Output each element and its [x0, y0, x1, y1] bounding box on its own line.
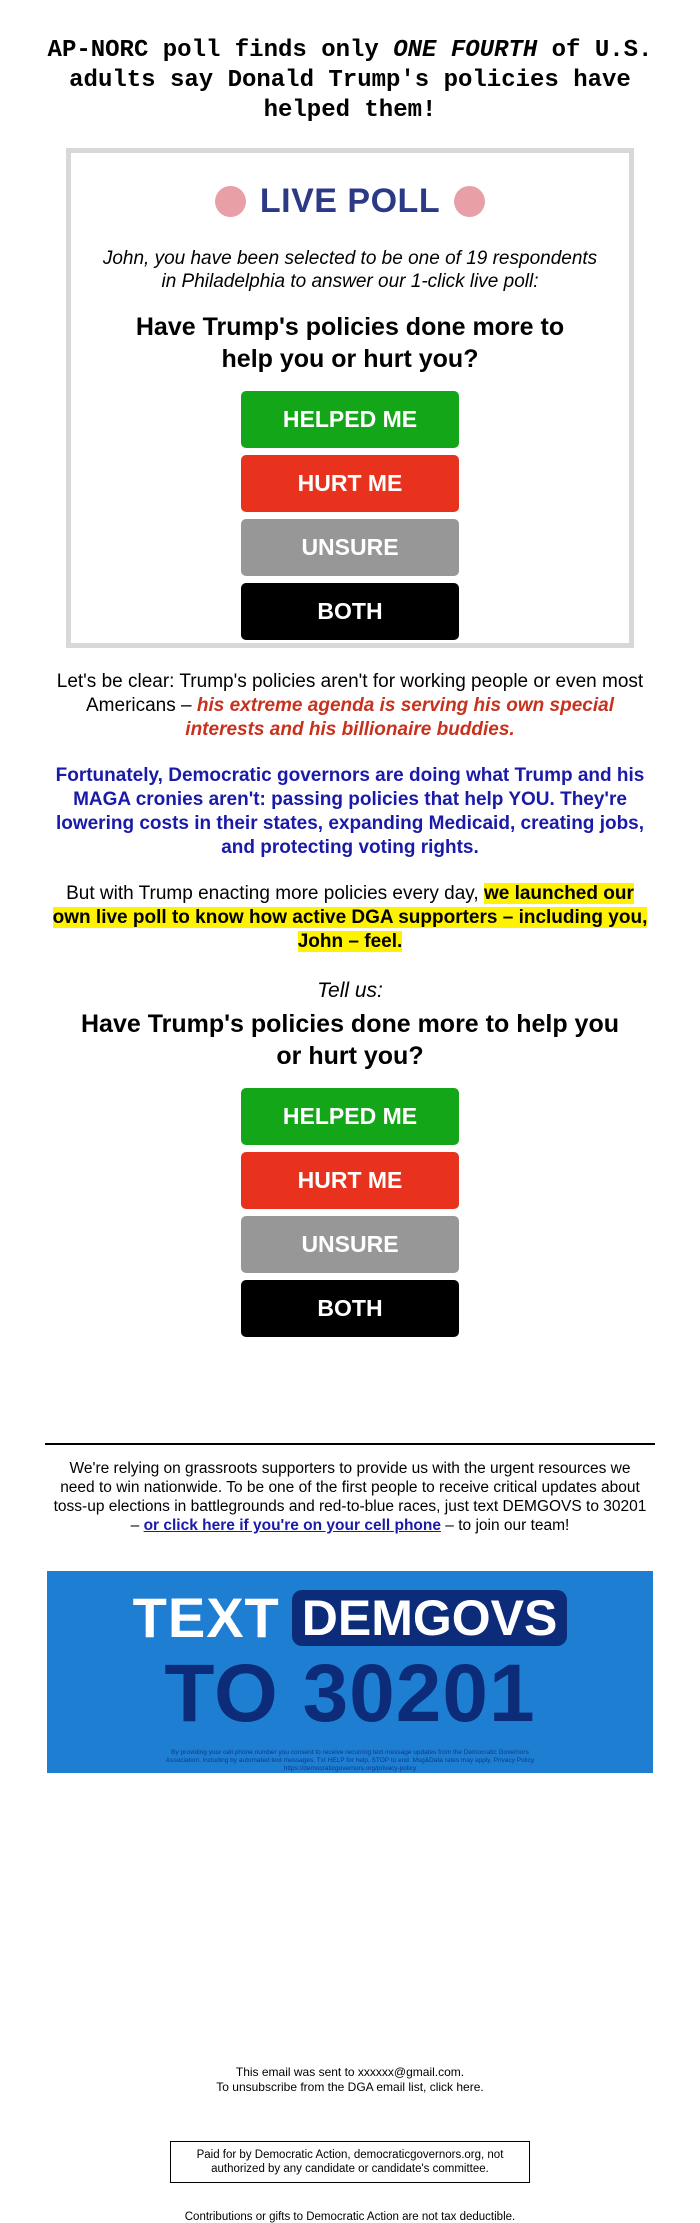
- grassroots-tail: – to join our team!: [440, 1517, 570, 1534]
- pink-dot-icon: [454, 186, 485, 217]
- paragraph-plain: But with Trump enacting more policies every day,: [66, 883, 484, 904]
- unsubscribe-link[interactable]: To unsubscribe from the DGA email list, click here.: [216, 2080, 484, 2094]
- poll-button-group-2: [45, 1088, 655, 1337]
- live-poll-label: LIVE POLL: [259, 181, 441, 220]
- banner-fine-print: By providing your cell phone number you consent to receive recurring text message updates from the Democratic Governors Association, including by automated text messages. Txt HELP for help, STOP to end. Msg&Data rates may apply. Privacy Policy https://democraticgovernors.org/privacy-policy: [165, 1749, 535, 1772]
- banner-text-word: TEXT: [132, 1586, 280, 1649]
- banner-number: TO 30201: [164, 1648, 536, 1739]
- pink-dot-icon: [215, 186, 246, 217]
- poll-question: Have Trump's policies done more to help you or hurt you?: [135, 313, 565, 373]
- headline-emphasis: ONE FOURTH: [393, 37, 538, 64]
- hurt-me-button[interactable]: HURT ME: [241, 1152, 459, 1209]
- hurt-me-button[interactable]: HURT ME: [241, 455, 459, 512]
- paragraph-red-emphasis: his extreme agenda is serving his own special interests and his billionaire buddies.: [185, 695, 614, 740]
- headline-part1: AP-NORC poll finds only: [47, 37, 394, 64]
- banner-keyword: DEMGOVS: [292, 1590, 568, 1646]
- grassroots-paragraph: [51, 1459, 649, 1535]
- both-button[interactable]: BOTH: [241, 583, 459, 640]
- paid-for-disclaimer: Paid for by Democratic Action, democraticgovernors.org, not authorized by any candidate or candidate's committee.: [170, 2141, 530, 2183]
- cell-phone-link[interactable]: or click here if you're on your cell phone: [143, 1517, 441, 1534]
- headline-part2: of U.S. adults say Donald Trump's policies have helped them!: [69, 37, 653, 124]
- paragraph-democratic-governors: Fortunately, Democratic governors are doing what Trump and his MAGA cronies aren't: passing policies that help YOU. They're lowering costs in their states, expanding Medicaid, creating jobs, and protecting voting rights.: [55, 765, 645, 858]
- paragraph-live-poll-launch: [45, 882, 655, 954]
- poll-button-group: [71, 391, 629, 640]
- live-poll-box: [66, 148, 634, 648]
- divider: [45, 1443, 655, 1445]
- paragraph-plain: Let's be clear: Trump's policies aren't for working people or even most Americans –: [56, 671, 644, 716]
- poll-intro: John, you have been selected to be one of 19 respondents in Philadelphia to answer our 1-click live poll:: [102, 248, 598, 292]
- email-body: [45, 0, 655, 2223]
- unsure-button[interactable]: UNSURE: [241, 1216, 459, 1273]
- helped-me-button[interactable]: HELPED ME: [241, 391, 459, 448]
- footer-sent-to: [45, 2065, 655, 2095]
- live-poll-banner: [71, 179, 629, 223]
- grassroots-text: We're relying on grassroots supporters to provide us with the urgent resources we need to win nationwide. To be one of the first people to receive critical updates about toss-up elections in battlegrounds and red-to-blue races, just text DEMGOVS to 30201 –: [53, 1460, 647, 1534]
- sent-to-text: This email was sent to xxxxxx@gmail.com.: [235, 2065, 465, 2079]
- banner-top-row: [47, 1585, 653, 1650]
- contributions-disclaimer: Contributions or gifts to Democratic Action are not tax deductible.: [184, 2211, 516, 2223]
- headline: [45, 0, 655, 126]
- both-button[interactable]: BOTH: [241, 1280, 459, 1337]
- poll-question-2: Have Trump's policies done more to help you or hurt you?: [80, 1010, 619, 1070]
- text-demgovs-banner[interactable]: [47, 1571, 653, 1773]
- unsure-button[interactable]: UNSURE: [241, 519, 459, 576]
- tell-us-label: Tell us:: [317, 979, 383, 1002]
- paragraph-lets-be-clear: [45, 670, 655, 742]
- paragraph-highlight: we launched our own live poll to know how active DGA supporters – including you, John – feel.: [52, 883, 648, 952]
- helped-me-button[interactable]: HELPED ME: [241, 1088, 459, 1145]
